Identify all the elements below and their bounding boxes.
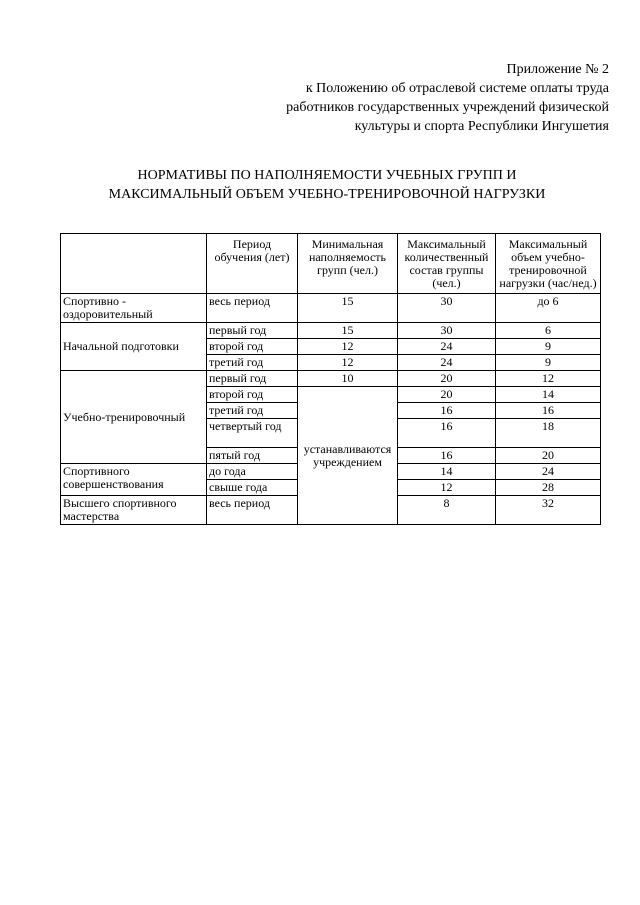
appendix-number: Приложение № 2 [506,62,609,77]
cell-max-size: 14 [398,464,496,480]
cell-max-load: 16 [496,403,601,419]
title-line: МАКСИМАЛЬНЫЙ ОБЪЕМ УЧЕБНО-ТРЕНИРОВОЧНОЙ НАГРУЗКИ [108,187,546,202]
cell-min-size: 12 [298,355,398,371]
cell-max-load: 24 [496,464,601,480]
cell-max-size: 8 [398,496,496,525]
cell-max-load: 12 [496,371,601,387]
cell-max-size: 16 [398,419,496,448]
header-max-size: Максимальный количественный состав группы (чел.) [398,234,496,294]
cell-max-size: 20 [398,371,496,387]
cell-max-load: 6 [496,323,601,339]
stage-perfection: Спортивного совершенствования [61,464,207,496]
cell-max-size: 24 [398,339,496,355]
cell-max-size: 20 [398,387,496,403]
stage-initial: Начальной подготовки [61,323,207,371]
cell-period: второй год [207,387,298,403]
cell-max-load: 18 [496,419,601,448]
cell-max-load: 32 [496,496,601,525]
institution-note-text: устанавливаются учреждением [303,441,392,469]
cell-max-load: до 6 [496,294,601,323]
cell-max-size: 16 [398,403,496,419]
cell-min-size: 10 [298,371,398,387]
cell-period: пятый год [207,448,298,464]
institution-note [298,387,398,525]
table-row [61,323,601,339]
header-max-load: Максимальный объем учебно-тренировочной нагрузки (час/нед.) [496,234,601,294]
header-min-size: Минимальная наполняемость групп (чел.) [298,234,398,294]
cell-max-load: 28 [496,480,601,496]
cell-period: до года [207,464,298,480]
cell-period: весь период [207,496,298,525]
stage-mastery: Высшего спортивного мастерства [61,496,207,525]
cell-period: четвертый год [207,419,298,448]
table-header-row [61,234,601,294]
cell-period: свыше года [207,480,298,496]
stage-training: Учебно-тренировочный [61,371,207,464]
cell-period: первый год [207,323,298,339]
cell-max-load: 9 [496,339,601,355]
cell-period: первый год [207,371,298,387]
cell-period: весь период [207,294,298,323]
table-row [61,294,601,323]
stage-health: Спортивно - оздоровительный [61,294,207,323]
title-line: НОРМАТИВЫ ПО НАПОЛНЯЕМОСТИ УЧЕБНЫХ ГРУПП И [137,168,517,183]
cell-max-size: 24 [398,355,496,371]
appendix-header [229,60,609,136]
cell-min-size: 15 [298,294,398,323]
cell-period: третий год [207,403,298,419]
cell-min-size: 12 [298,339,398,355]
appendix-line: к Положению об отраслевой системе оплаты труда [305,81,609,96]
cell-max-size: 16 [398,448,496,464]
norms-table [60,233,601,525]
cell-max-size: 30 [398,294,496,323]
cell-max-size: 30 [398,323,496,339]
cell-period: второй год [207,339,298,355]
appendix-line: культуры и спорта Республики Ингушетия [354,119,609,134]
cell-max-load: 14 [496,387,601,403]
table-row [61,371,601,387]
cell-max-size: 12 [398,480,496,496]
appendix-line: работников государственных учреждений физической [286,100,609,115]
header-period: Период обучения (лет) [207,234,298,294]
document-title [60,166,594,204]
cell-max-load: 20 [496,448,601,464]
cell-period: третий год [207,355,298,371]
header-stage [61,234,207,294]
cell-max-load: 9 [496,355,601,371]
cell-min-size: 15 [298,323,398,339]
